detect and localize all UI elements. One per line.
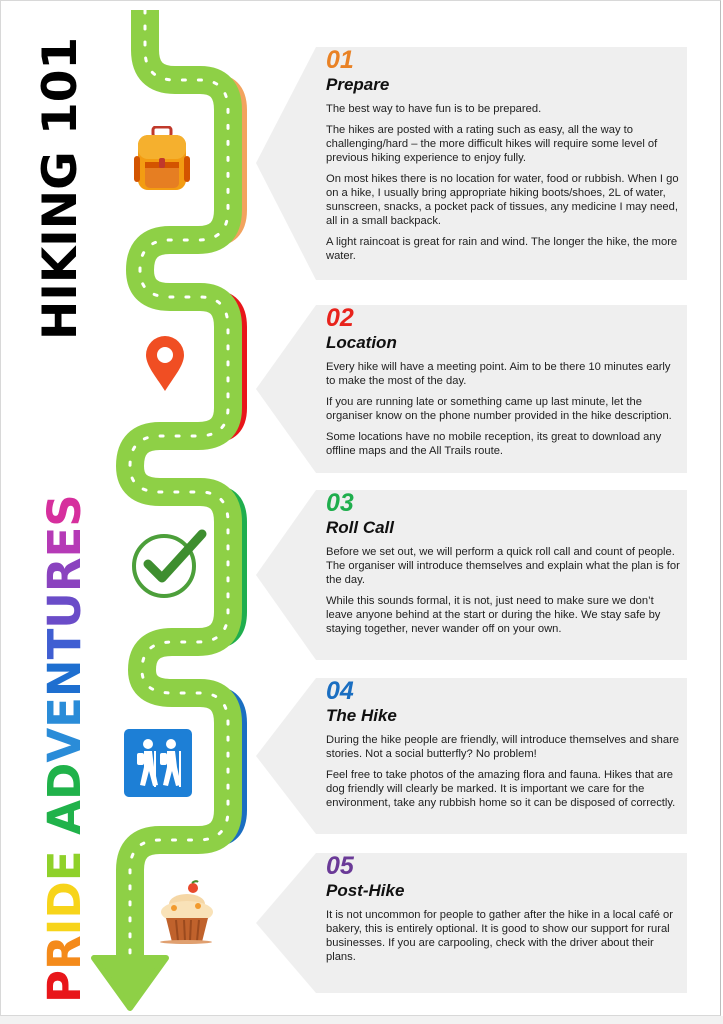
section-card-prepare [256, 47, 687, 280]
section-title: Prepare [326, 75, 390, 94]
brand-letter: P [38, 970, 91, 1003]
section-number: 03 [326, 489, 354, 517]
backpack-icon [134, 126, 190, 192]
section-card-posthike [256, 853, 687, 993]
brand-letter: R [38, 935, 91, 971]
trail-arrow-head [94, 958, 166, 1008]
brand-letter: U [38, 592, 91, 629]
checkmark-icon [130, 528, 208, 598]
page-title: HIKING 101 [33, 36, 88, 340]
section-paragraph: Feel free to take photos of the amazing flora and fauna. Hikes that are dog friendly will clearly be marked. It is important we care for the environment, take any rubbish home so it can be disposed of correctly. [326, 769, 676, 809]
hikers-icon [124, 729, 192, 797]
brand-letter: E [38, 850, 91, 882]
section-number: 01 [326, 46, 354, 74]
section-number: 04 [326, 677, 354, 705]
section-paragraph: While this sounds formal, it is not, just need to make sure we don’t leave anyone behind at the start or during the hike. We stay safe by staying together, never wander off on your own. [326, 595, 661, 635]
section-title: Location [326, 333, 397, 352]
section-card-hike [256, 678, 687, 834]
section-paragraph: During the hike people are friendly, will introduce themselves and share stories. Not a social butterfly? No problem! [326, 734, 680, 760]
section-paragraph: Every hike will have a meeting point. Aim to be there 10 minutes early to make the most of the day. [326, 361, 671, 387]
section-paragraph: A light raincoat is great for rain and wind. The longer the hike, the more water. [326, 236, 678, 262]
section-paragraph: If you are running late or something came up last minute, let the organiser know on the phone number provided in the hike description. [326, 396, 672, 422]
brand-letter: I [38, 918, 91, 936]
section-paragraph: The hikes are posted with a rating such as easy, all the way to challenging/hard – the more difficult hikes will require some level of previous hiking experience to enjoy fully. [326, 124, 658, 164]
section-paragraph: It is not uncommon for people to gather after the hike in a local café or bakery, this is entirely optional. It is good to show our support for rural businesses. If you are carpooling, check with the driver about their plans. [326, 909, 674, 963]
section-card-location [256, 305, 687, 473]
brand-letter: D [38, 762, 91, 800]
brand-letter: E [38, 526, 91, 558]
section-paragraph: On most hikes there is no location for water, food or rubbish. When I go on a hike, I usually bring appropriate hiking boots/shoes, 2L of water, sunscreen, snacks, a pocket pack of tissues, any medicine I may need, all in a small backpack. [326, 173, 679, 227]
section-title: The Hike [326, 706, 397, 725]
brand-letter: T [38, 628, 91, 660]
brand-letter: E [38, 697, 91, 728]
location-pin-icon [145, 336, 185, 392]
section-paragraph: The best way to have fun is to be prepared. [326, 103, 542, 115]
brand-letter: A [38, 800, 91, 835]
section-paragraph: Some locations have no mobile reception, its great to download any offline maps and the All Trails route. [326, 431, 662, 457]
section-number: 05 [326, 852, 354, 880]
brand-letter: V [38, 727, 91, 763]
section-title: Roll Call [326, 518, 395, 537]
section-number: 02 [326, 304, 354, 332]
section-card-rollcall [256, 490, 687, 660]
brand-letter: R [38, 557, 91, 593]
section-paragraph: Before we set out, we will perform a quick roll call and count of people. The organiser will introduce themselves and explain what the plan is for the day. [326, 546, 680, 586]
brand-letter: S [38, 494, 91, 527]
brand-letter: N [38, 659, 91, 698]
section-title: Post-Hike [326, 881, 405, 900]
brand-letter: D [38, 881, 91, 919]
cupcake-icon [158, 880, 216, 944]
